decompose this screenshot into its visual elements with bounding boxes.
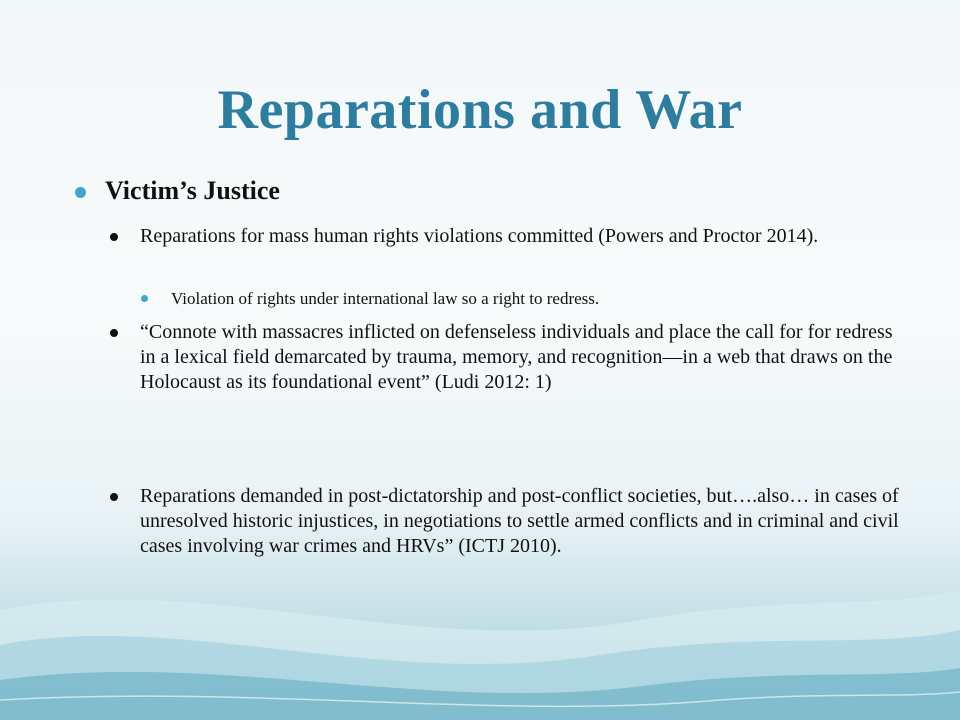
bullet-item-violation-of-rights bbox=[171, 288, 871, 310]
bullet-text: “Connote with massacres inflicted on defenseless individuals and place the call for for redress in a lexical field demarcated by trauma, memory, and recognition—in a web that draws on the Holocaust as its foundational event” (Ludi 2012: 1) bbox=[140, 321, 893, 393]
bullet-item-ictj-quote bbox=[140, 484, 900, 559]
bullet-item-reparations-mass-violations bbox=[140, 224, 900, 249]
bullet-text: Violation of rights under international law so a right to redress. bbox=[171, 289, 600, 308]
bullet-dot-icon bbox=[110, 493, 118, 501]
wave-decoration bbox=[0, 550, 960, 720]
bullet-item-victims-justice bbox=[105, 176, 280, 206]
bullet-dot-icon bbox=[75, 187, 86, 198]
bullet-dot-icon bbox=[110, 233, 118, 241]
bullet-text: Victim’s Justice bbox=[105, 176, 280, 205]
bullet-text: Reparations demanded in post-dictatorship and post-conflict societies, but….also… in cases of unresolved historic injustices, in negotiations to settle armed conflicts and in criminal and civil cases involving war crimes and HRVs” (ICTJ 2010). bbox=[140, 485, 899, 557]
slide-title: Reparations and War bbox=[217, 79, 743, 141]
bullet-dot-icon bbox=[110, 329, 118, 337]
bullet-item-ludi-quote bbox=[140, 320, 900, 395]
bullet-dot-icon bbox=[141, 295, 148, 302]
bullet-text: Reparations for mass human rights violations committed (Powers and Proctor 2014). bbox=[140, 225, 819, 247]
